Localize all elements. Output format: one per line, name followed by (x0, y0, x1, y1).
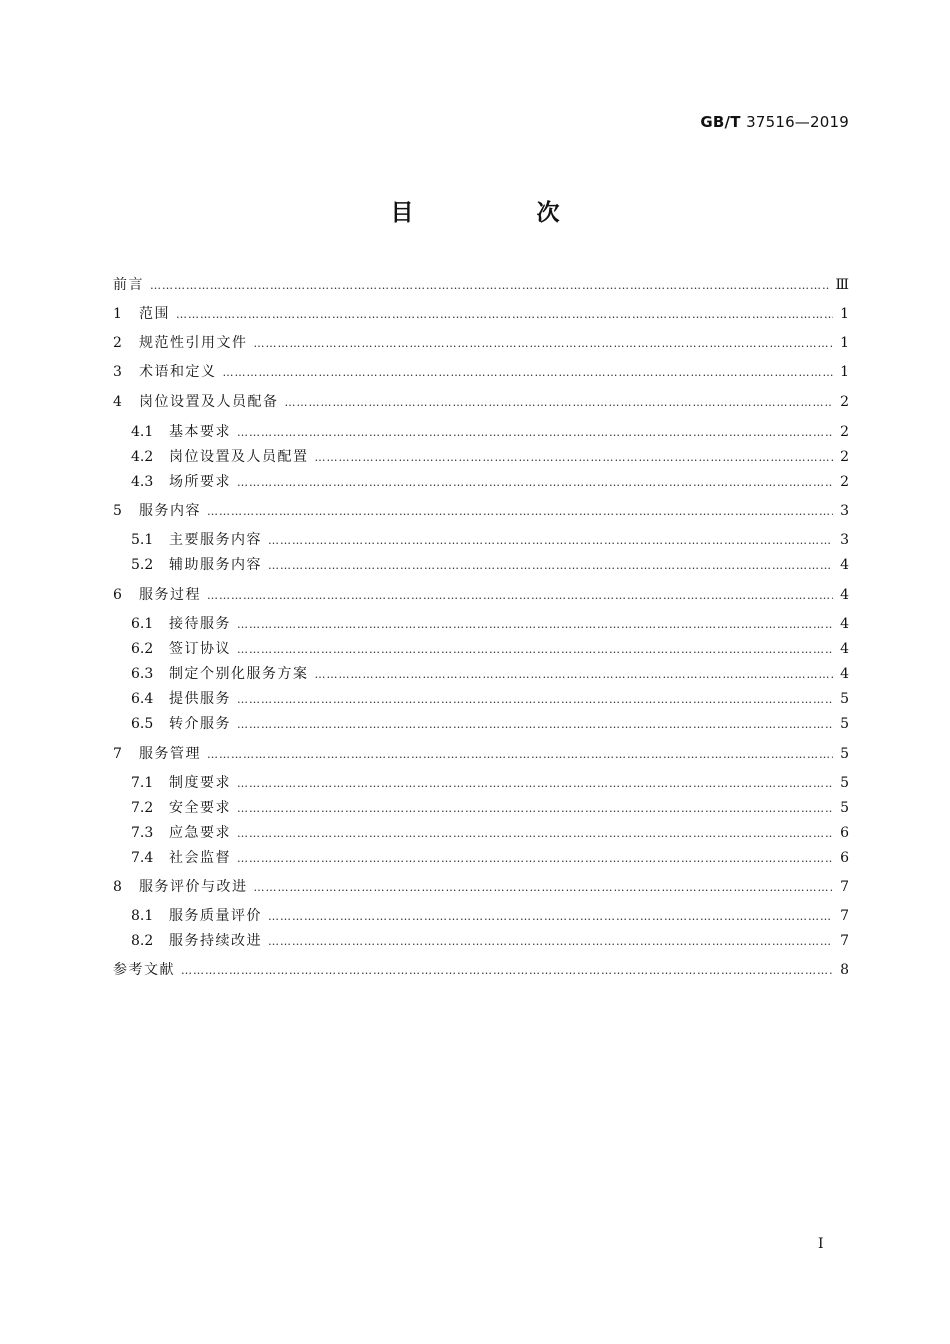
toc-leader-dots (268, 906, 833, 928)
toc-entry[interactable] (131, 421, 849, 443)
toc-entry[interactable] (131, 772, 849, 794)
toc-leader-dots (268, 530, 833, 552)
standard-number: 37516—2019 (746, 113, 849, 131)
toc-entry-label: 场所要求 (169, 474, 231, 490)
toc-leader-dots (237, 614, 833, 636)
toc-entry-page: 6 (840, 850, 849, 866)
toc-entry-number: 7 (113, 746, 122, 762)
toc-entry-page: 2 (840, 449, 849, 465)
toc-entry-page: 2 (840, 424, 849, 440)
toc-leader-dots (207, 501, 833, 523)
toc-entry-label: 签订协议 (169, 641, 231, 657)
toc-leader-dots (285, 392, 834, 414)
toc-leader-dots (223, 362, 834, 384)
toc-entry-label: 服务内容 (139, 503, 201, 519)
toc-entry-number: 3 (113, 364, 122, 380)
toc-entry-number: 7.3 (131, 825, 154, 841)
toc-leader-dots (237, 773, 833, 795)
standard-code (700, 113, 849, 131)
toc-entry-number: 6 (113, 587, 122, 603)
toc-leader-dots (254, 877, 834, 899)
toc-entry-number: 8.2 (131, 933, 154, 949)
toc-entry-page: 5 (840, 691, 849, 707)
toc-entry-label: 岗位设置及人员配置 (169, 449, 309, 465)
toc-entry-page: 5 (840, 775, 849, 791)
footer-page-number: I (818, 1236, 824, 1252)
toc-entry-page: 4 (840, 557, 849, 573)
toc-entry-number: 8.1 (131, 908, 154, 924)
toc-entry[interactable] (131, 529, 849, 551)
toc-leader-dots (237, 422, 833, 444)
toc-entry-number: 7.2 (131, 800, 154, 816)
toc-entry-page: 7 (840, 933, 849, 949)
toc-entry-label: 制度要求 (169, 775, 231, 791)
toc-entry-label: 范围 (139, 306, 170, 322)
toc-entry-page: 3 (840, 503, 849, 519)
toc-leader-dots (207, 744, 833, 766)
toc-entry[interactable] (131, 688, 849, 710)
toc-entry-number: 4.2 (131, 449, 154, 465)
toc-leader-dots (315, 664, 834, 686)
toc-entry-page: 2 (840, 474, 849, 490)
toc-leader-dots (150, 275, 829, 297)
toc-entry-number: 6.4 (131, 691, 154, 707)
toc-entry-label: 基本要求 (169, 424, 231, 440)
toc-entry-label: 服务持续改进 (169, 933, 262, 949)
toc-leader-dots (268, 931, 833, 953)
toc-entry[interactable] (131, 446, 849, 468)
toc-entry-label: 术语和定义 (139, 364, 217, 380)
toc-entry[interactable] (113, 274, 849, 296)
toc-entry-label: 接待服务 (169, 616, 231, 632)
toc-entry-number: 4.3 (131, 474, 154, 490)
toc-entry-label: 服务过程 (139, 587, 201, 603)
toc-entry-number: 5.1 (131, 532, 154, 548)
toc-entry-page: 1 (840, 306, 849, 322)
toc-entry[interactable] (131, 713, 849, 735)
toc-entry-number: 6.1 (131, 616, 154, 632)
toc-leader-dots (237, 848, 833, 870)
toc-entry-page: 5 (840, 800, 849, 816)
toc-entry[interactable] (131, 471, 849, 493)
toc-entry-label: 主要服务内容 (169, 532, 262, 548)
toc-leader-dots (237, 798, 833, 820)
toc-entry-number: 6.2 (131, 641, 154, 657)
toc-entry-page: Ⅲ (835, 277, 849, 293)
toc-entry-number: 7.4 (131, 850, 154, 866)
toc-entry-label: 应急要求 (169, 825, 231, 841)
toc-entry-page: 8 (840, 962, 849, 978)
toc-entry-label: 服务质量评价 (169, 908, 262, 924)
toc-entry-number: 4.1 (131, 424, 154, 440)
toc-entry-page: 5 (840, 746, 849, 762)
toc-entry-page: 6 (840, 825, 849, 841)
toc-entry[interactable] (131, 554, 849, 576)
page-title: 目 次 (390, 200, 610, 226)
toc-entry-page: 3 (840, 532, 849, 548)
toc-entry-page: 4 (840, 641, 849, 657)
toc-entry[interactable] (131, 905, 849, 927)
toc-entry-page: 2 (840, 394, 849, 410)
toc-entry-label: 社会监督 (169, 850, 231, 866)
toc-entry[interactable] (113, 876, 849, 898)
toc-entry[interactable] (113, 584, 849, 606)
toc-entry-number: 5 (113, 503, 122, 519)
toc-entry-number: 8 (113, 879, 122, 895)
toc-entry-page: 4 (840, 666, 849, 682)
toc-entry[interactable] (131, 847, 849, 869)
toc-leader-dots (315, 447, 834, 469)
toc-entry[interactable] (131, 613, 849, 635)
toc-entry-page: 7 (840, 879, 849, 895)
toc-leader-dots (237, 714, 833, 736)
toc-leader-dots (237, 639, 833, 661)
toc-entry-label: 服务评价与改进 (139, 879, 248, 895)
toc-entry-label: 安全要求 (169, 800, 231, 816)
toc-leader-dots (237, 472, 833, 494)
toc-entry[interactable] (131, 930, 849, 952)
toc-entry[interactable] (113, 303, 849, 325)
toc-entry-page: 1 (840, 335, 849, 351)
toc-leader-dots (176, 304, 833, 326)
toc-entry-page: 4 (840, 587, 849, 603)
toc-leader-dots (254, 333, 834, 355)
toc-entry-number: 7.1 (131, 775, 154, 791)
toc-entry-page: 7 (840, 908, 849, 924)
toc-entry[interactable] (113, 959, 849, 981)
toc-entry-page: 4 (840, 616, 849, 632)
toc-entry[interactable] (113, 391, 849, 413)
toc-entry-number: 6.5 (131, 716, 154, 732)
toc-entry-number: 2 (113, 335, 122, 351)
toc-entry[interactable] (113, 332, 849, 354)
toc-entry[interactable] (113, 743, 849, 765)
toc-entry-label: 服务管理 (139, 746, 201, 762)
toc-leader-dots (207, 585, 833, 607)
toc-entry-label: 制定个别化服务方案 (169, 666, 309, 682)
toc-leader-dots (268, 555, 833, 577)
toc-entry-label: 前言 (113, 277, 144, 293)
toc-entry[interactable] (113, 500, 849, 522)
toc-leader-dots (237, 689, 833, 711)
toc-entry-label: 辅助服务内容 (169, 557, 262, 573)
toc-entry-number: 1 (113, 306, 122, 322)
toc-entry-page: 5 (840, 716, 849, 732)
standard-prefix: GB/T (700, 113, 741, 131)
toc-entry-page: 1 (840, 364, 849, 380)
toc-entry-label: 规范性引用文件 (139, 335, 248, 351)
toc-leader-dots (237, 823, 833, 845)
toc-entry[interactable] (131, 663, 849, 685)
toc-entry-label: 岗位设置及人员配备 (139, 394, 279, 410)
toc-leader-dots (181, 960, 833, 982)
toc-entry[interactable] (131, 638, 849, 660)
toc-entry-label: 参考文献 (113, 962, 175, 978)
toc-entry[interactable] (131, 797, 849, 819)
toc-entry-number: 4 (113, 394, 122, 410)
toc-entry-label: 转介服务 (169, 716, 231, 732)
toc-entry[interactable] (131, 822, 849, 844)
toc-entry-label: 提供服务 (169, 691, 231, 707)
toc-entry[interactable] (113, 361, 849, 383)
toc-entry-number: 6.3 (131, 666, 154, 682)
toc-entry-number: 5.2 (131, 557, 154, 573)
